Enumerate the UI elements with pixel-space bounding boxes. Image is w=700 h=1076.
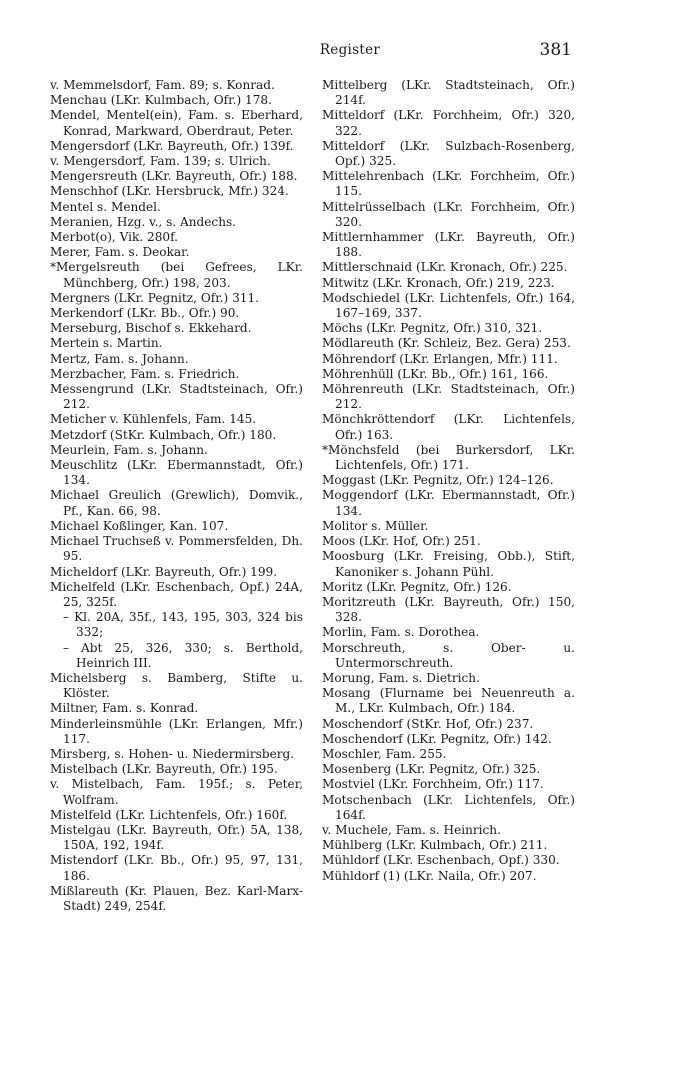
index-entry: Mittlernhammer (LKr. Bayreuth, Ofr.) 188. (322, 230, 575, 260)
index-entry: Moos (LKr. Hof, Ofr.) 251. (322, 534, 481, 549)
index-entry: Mißlareuth (Kr. Plauen, Bez. Karl-Marx-Stadt) 249, 254f. (50, 883, 303, 913)
index-entry: Möchs (LKr. Pegnitz, Ofr.) 310, 321. (322, 321, 543, 336)
index-entry: Miltner, Fam. s. Konrad. (50, 701, 199, 716)
index-entry: v. Muchele, Fam. s. Heinrich. (322, 822, 501, 837)
index-entry: Mittlerschnaid (LKr. Kronach, Ofr.) 225. (322, 260, 568, 275)
index-entry: Mertein s. Martin. (50, 336, 163, 351)
index-entry: Moritzreuth (LKr. Bayreuth, Ofr.) 150, 328. (322, 594, 575, 625)
index-entry: Merer, Fam. s. Deokar. (50, 245, 190, 260)
index-entry: Morung, Fam. s. Dietrich. (322, 670, 480, 685)
index-entry: Möhrenreuth (LKr. Stadtsteinach, Ofr.) 212. (322, 382, 575, 412)
index-entry: Mühlberg (LKr. Kulmbach, Ofr.) 211. (322, 838, 548, 853)
index-entry: Moschendorf (StKr. Hof, Ofr.) 237. (322, 716, 534, 731)
index-column-right (322, 78, 575, 884)
index-entry: Mitteldorf (LKr. Sulzbach-Rosenberg, Opf.) 325. (322, 138, 575, 169)
index-entry: Moggendorf (LKr. Ebermannstadt, Ofr.) 134. (322, 488, 575, 518)
index-entry: Mödlareuth (Kr. Schleiz, Bez. Gera) 253. (322, 336, 571, 351)
index-entry: Mitwitz (LKr. Kronach, Ofr.) 219, 223. (322, 275, 555, 290)
index-entry: Micheldorf (LKr. Bayreuth, Ofr.) 199. (50, 564, 278, 579)
index-entry: Moggast (LKr. Pegnitz, Ofr.) 124–126. (322, 473, 554, 488)
index-entry: Meticher v. Kühlenfels, Fam. 145. (50, 412, 257, 427)
index-entry: Merzbacher, Fam. s. Friedrich. (50, 366, 240, 381)
index-entry: Merkendorf (LKr. Bb., Ofr.) 90. (50, 306, 240, 321)
index-entry: Mistelfeld (LKr. Lichtenfels, Ofr.) 160f. (50, 807, 288, 822)
index-entry: Mosang (Flurname bei Neuenreuth a. M., LKr. Kulmbach, Ofr.) 184. (322, 686, 575, 716)
index-entry: Modschiedel (LKr. Lichtenfels, Ofr.) 164, 167–169, 337. (322, 290, 575, 321)
index-entry: Menschhof (LKr. Hersbruck, Mfr.) 324. (50, 184, 289, 199)
index-entry: Mendel, Mentel(ein), Fam. s. Eberhard, Konrad, Markward, Oberdraut, Peter. (50, 108, 303, 138)
index-entry: Möhrendorf (LKr. Erlangen, Mfr.) 111. (322, 351, 558, 366)
index-entry: Meuschlitz (LKr. Ebermannstadt, Ofr.) 134. (50, 458, 303, 488)
index-entry: Metzdorf (StKr. Kulmbach, Ofr.) 180. (50, 427, 277, 442)
index-entry: Mittelehrenbach (LKr. Forchheim, Ofr.) 115. (322, 169, 575, 199)
index-entry: Mühldorf (1) (LKr. Naila, Ofr.) 207. (322, 868, 537, 883)
index-entry: Mosenberg (LKr. Pegnitz, Ofr.) 325. (322, 762, 541, 777)
index-entry: Mistendorf (LKr. Bb., Ofr.) 95, 97, 131, 186. (50, 853, 303, 883)
index-entry: Menchau (LKr. Kulmbach, Ofr.) 178. (50, 93, 272, 108)
index-entry: Meurlein, Fam. s. Johann. (50, 442, 208, 457)
index-entry: Mühldorf (LKr. Eschenbach, Opf.) 330. (322, 853, 560, 868)
index-entry: Mengersreuth (LKr. Bayreuth, Ofr.) 188. (50, 169, 298, 184)
index-entry: Möhrenhüll (LKr. Bb., Ofr.) 161, 166. (322, 366, 549, 381)
index-entry: – Abt 25, 326, 330; s. Berthold, Heinrich III. (63, 640, 303, 670)
index-entry: Mostviel (LKr. Forchheim, Ofr.) 117. (322, 777, 544, 792)
index-entry: *Mönchsfeld (bei Burkersdorf, LKr. Lichtenfels, Ofr.) 171. (322, 442, 575, 473)
index-entry: Morschreuth, s. Ober- u. Untermorschreuth. (322, 640, 575, 670)
index-entry: Michelfeld (LKr. Eschenbach, Opf.) 24A, 25, 325f. (50, 579, 303, 609)
index-entry: Minderleinsmühle (LKr. Erlangen, Mfr.) 117. (50, 716, 303, 746)
index-entry: Mitteldorf (LKr. Forchheim, Ofr.) 320, 322. (322, 108, 575, 138)
index-entry: Meranien, Hzg. v., s. Andechs. (50, 214, 237, 229)
index-entry: Morlin, Fam. s. Dorothea. (322, 625, 480, 640)
index-entry: Moschler, Fam. 255. (322, 746, 447, 761)
index-entry: Mergners (LKr. Pegnitz, Ofr.) 311. (50, 290, 260, 305)
index-entry: Mittelberg (LKr. Stadtsteinach, Ofr.) 214f. (322, 78, 575, 108)
index-column-left (50, 78, 303, 914)
index-entry: v. Memmelsdorf, Fam. 89; s. Konrad. (50, 78, 275, 92)
index-entry: Michael Truchseß v. Pommersfelden, Dh. 95. (50, 534, 303, 564)
index-entry: v. Mistelbach, Fam. 195f.; s. Peter, Wolfram. (50, 777, 303, 807)
index-entry: Michael Koßlinger, Kan. 107. (50, 518, 229, 533)
index-entry: Moosburg (LKr. Freising, Obb.), Stift, Kanoniker s. Johann Pühl. (322, 549, 575, 579)
index-entry: – Kl. 20A, 35f., 143, 195, 303, 324 bis 332; (63, 610, 303, 640)
index-entry: Merbot(o), Vik. 280f. (50, 230, 178, 245)
index-entry: Mönchkröttendorf (LKr. Lichtenfels, Ofr.) 163. (322, 412, 575, 442)
index-entry: v. Mengersdorf, Fam. 139; s. Ulrich. (50, 154, 271, 169)
index-entry: Mittelrüsselbach (LKr. Forchheim, Ofr.) 320. (322, 199, 575, 229)
index-entry: Moritz (LKr. Pegnitz, Ofr.) 126. (322, 579, 512, 594)
running-head (0, 40, 700, 60)
index-entry: Messengrund (LKr. Stadtsteinach, Ofr.) 212. (50, 382, 303, 412)
index-entry: Mistelgau (LKr. Bayreuth, Ofr.) 5A, 138, 150A, 192, 194f. (50, 822, 303, 853)
index-entry: Michelsberg s. Bamberg, Stifte u. Klöster. (50, 670, 303, 701)
index-entry: Mengersdorf (LKr. Bayreuth, Ofr.) 139f. (50, 138, 294, 153)
index-entry: Mertz, Fam. s. Johann. (50, 351, 189, 366)
index-entry: *Mergelsreuth (bei Gefrees, LKr. Münchberg, Ofr.) 198, 203. (50, 260, 303, 290)
index-entry: Mistelbach (LKr. Bayreuth, Ofr.) 195. (50, 762, 278, 777)
index-entry: Molitor s. Müller. (322, 518, 429, 533)
page-number: 381 (539, 40, 572, 60)
page-title: Register (319, 42, 381, 58)
index-entry: Motschenbach (LKr. Lichtenfels, Ofr.) 164f. (322, 792, 575, 822)
index-entry: Moschendorf (LKr. Pegnitz, Ofr.) 142. (322, 731, 552, 746)
index-entry: Merseburg, Bischof s. Ekkehard. (50, 321, 252, 336)
index-entry: Mirsberg, s. Hohen- u. Niedermirsberg. (50, 746, 295, 761)
index-entry: Mentel s. Mendel. (50, 199, 161, 214)
index-entry: Michael Greulich (Grewlich), Domvik., Pf., Kan. 66, 98. (50, 488, 303, 518)
